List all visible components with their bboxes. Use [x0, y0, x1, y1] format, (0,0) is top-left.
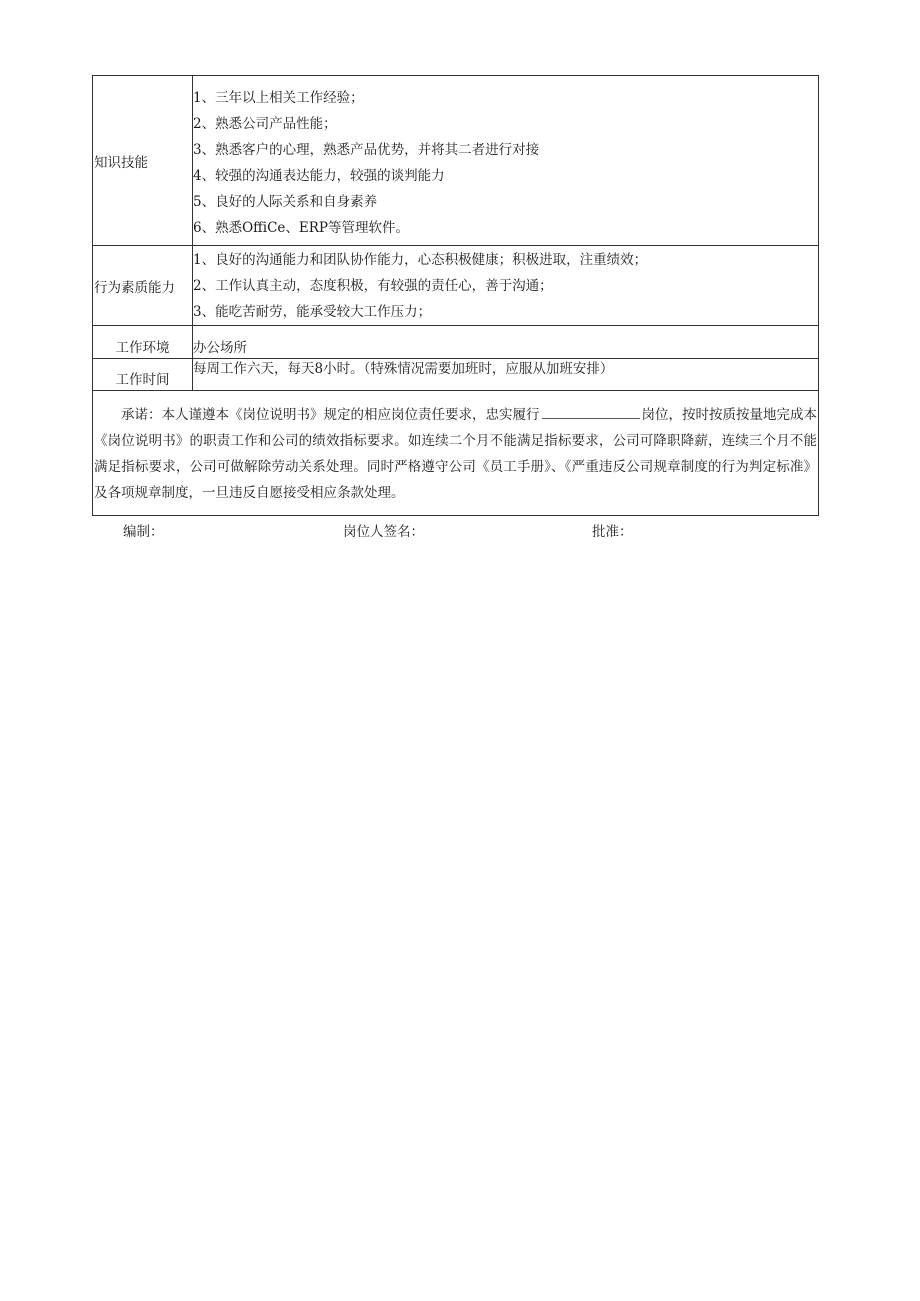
knowledge-item-6: 6、熟悉OffiCe、ERP等管理软件。: [193, 219, 409, 236]
behavior-item-2: 2、工作认真主动，态度积极，有较强的责任心，善于沟通；: [193, 277, 553, 294]
job-description-sheet: [92, 75, 819, 542]
behavior-item-1: 1、良好的沟通能力和团队协作能力，心态积极健康；积极进取，注重绩效；: [193, 251, 648, 268]
knowledge-item-2: 2、熟悉公司产品性能；: [193, 115, 337, 132]
job-requirements-table: [92, 75, 819, 516]
signature-line: [92, 518, 819, 542]
work-environment-value: 办公场所: [193, 326, 819, 359]
behavior-quality-list: [193, 246, 819, 326]
promise-text: [93, 400, 818, 506]
knowledge-item-4: 4、较强的沟通表达能力，较强的谈判能力: [193, 167, 445, 184]
knowledge-item-5: 5、良好的人际关系和自身素养: [193, 193, 378, 210]
knowledge-skills-row: [93, 76, 819, 246]
work-time-row: [93, 359, 819, 391]
behavior-quality-row: [93, 246, 819, 326]
knowledge-skills-list: [193, 76, 819, 246]
work-environment-row: [93, 326, 819, 359]
promise-text-after: 岗位，按时按质按量地完成本《岗位说明书》的职责工作和公司的绩效指标要求。如连续二个月不能满足指标要求，公司可降职降薪，连续三个月不能满足指标要求，公司可做解除劳动关系处理。同时严格遵守公司《员工手册》、《严重违反公司规章制度的行为判定标准》及各项规章制度，一旦违反自愿接受相应条款处理。: [94, 407, 817, 501]
position-name-blank[interactable]: [542, 404, 640, 419]
promise-text-before: 承诺：本人谨遵本《岗位说明书》规定的相应岗位责任要求，忠实履行: [121, 407, 540, 423]
work-time-label: 工作时间: [93, 359, 193, 391]
promise-cell: [93, 391, 819, 516]
knowledge-item-1: 1、三年以上相关工作经验；: [193, 89, 364, 106]
behavior-item-3: 3、能吃苦耐劳，能承受较大工作压力；: [193, 303, 432, 320]
holder-signature-label: 岗位人签名：: [343, 524, 424, 540]
knowledge-item-3: 3、熟悉客户的心理，熟悉产品优势，并将其二者进行对接: [193, 141, 540, 158]
promise-row: [93, 391, 819, 516]
work-time-value: 每周工作六天，每天8小时。（特殊情况需要加班时，应服从加班安排）: [193, 359, 819, 391]
editor-signature-label: 编制：: [123, 524, 164, 540]
work-environment-label: 工作环境: [93, 326, 193, 359]
approver-signature-label: 批准：: [592, 524, 633, 540]
knowledge-skills-label: 知识技能: [93, 76, 193, 246]
behavior-quality-label: 行为素质能力: [93, 246, 193, 326]
